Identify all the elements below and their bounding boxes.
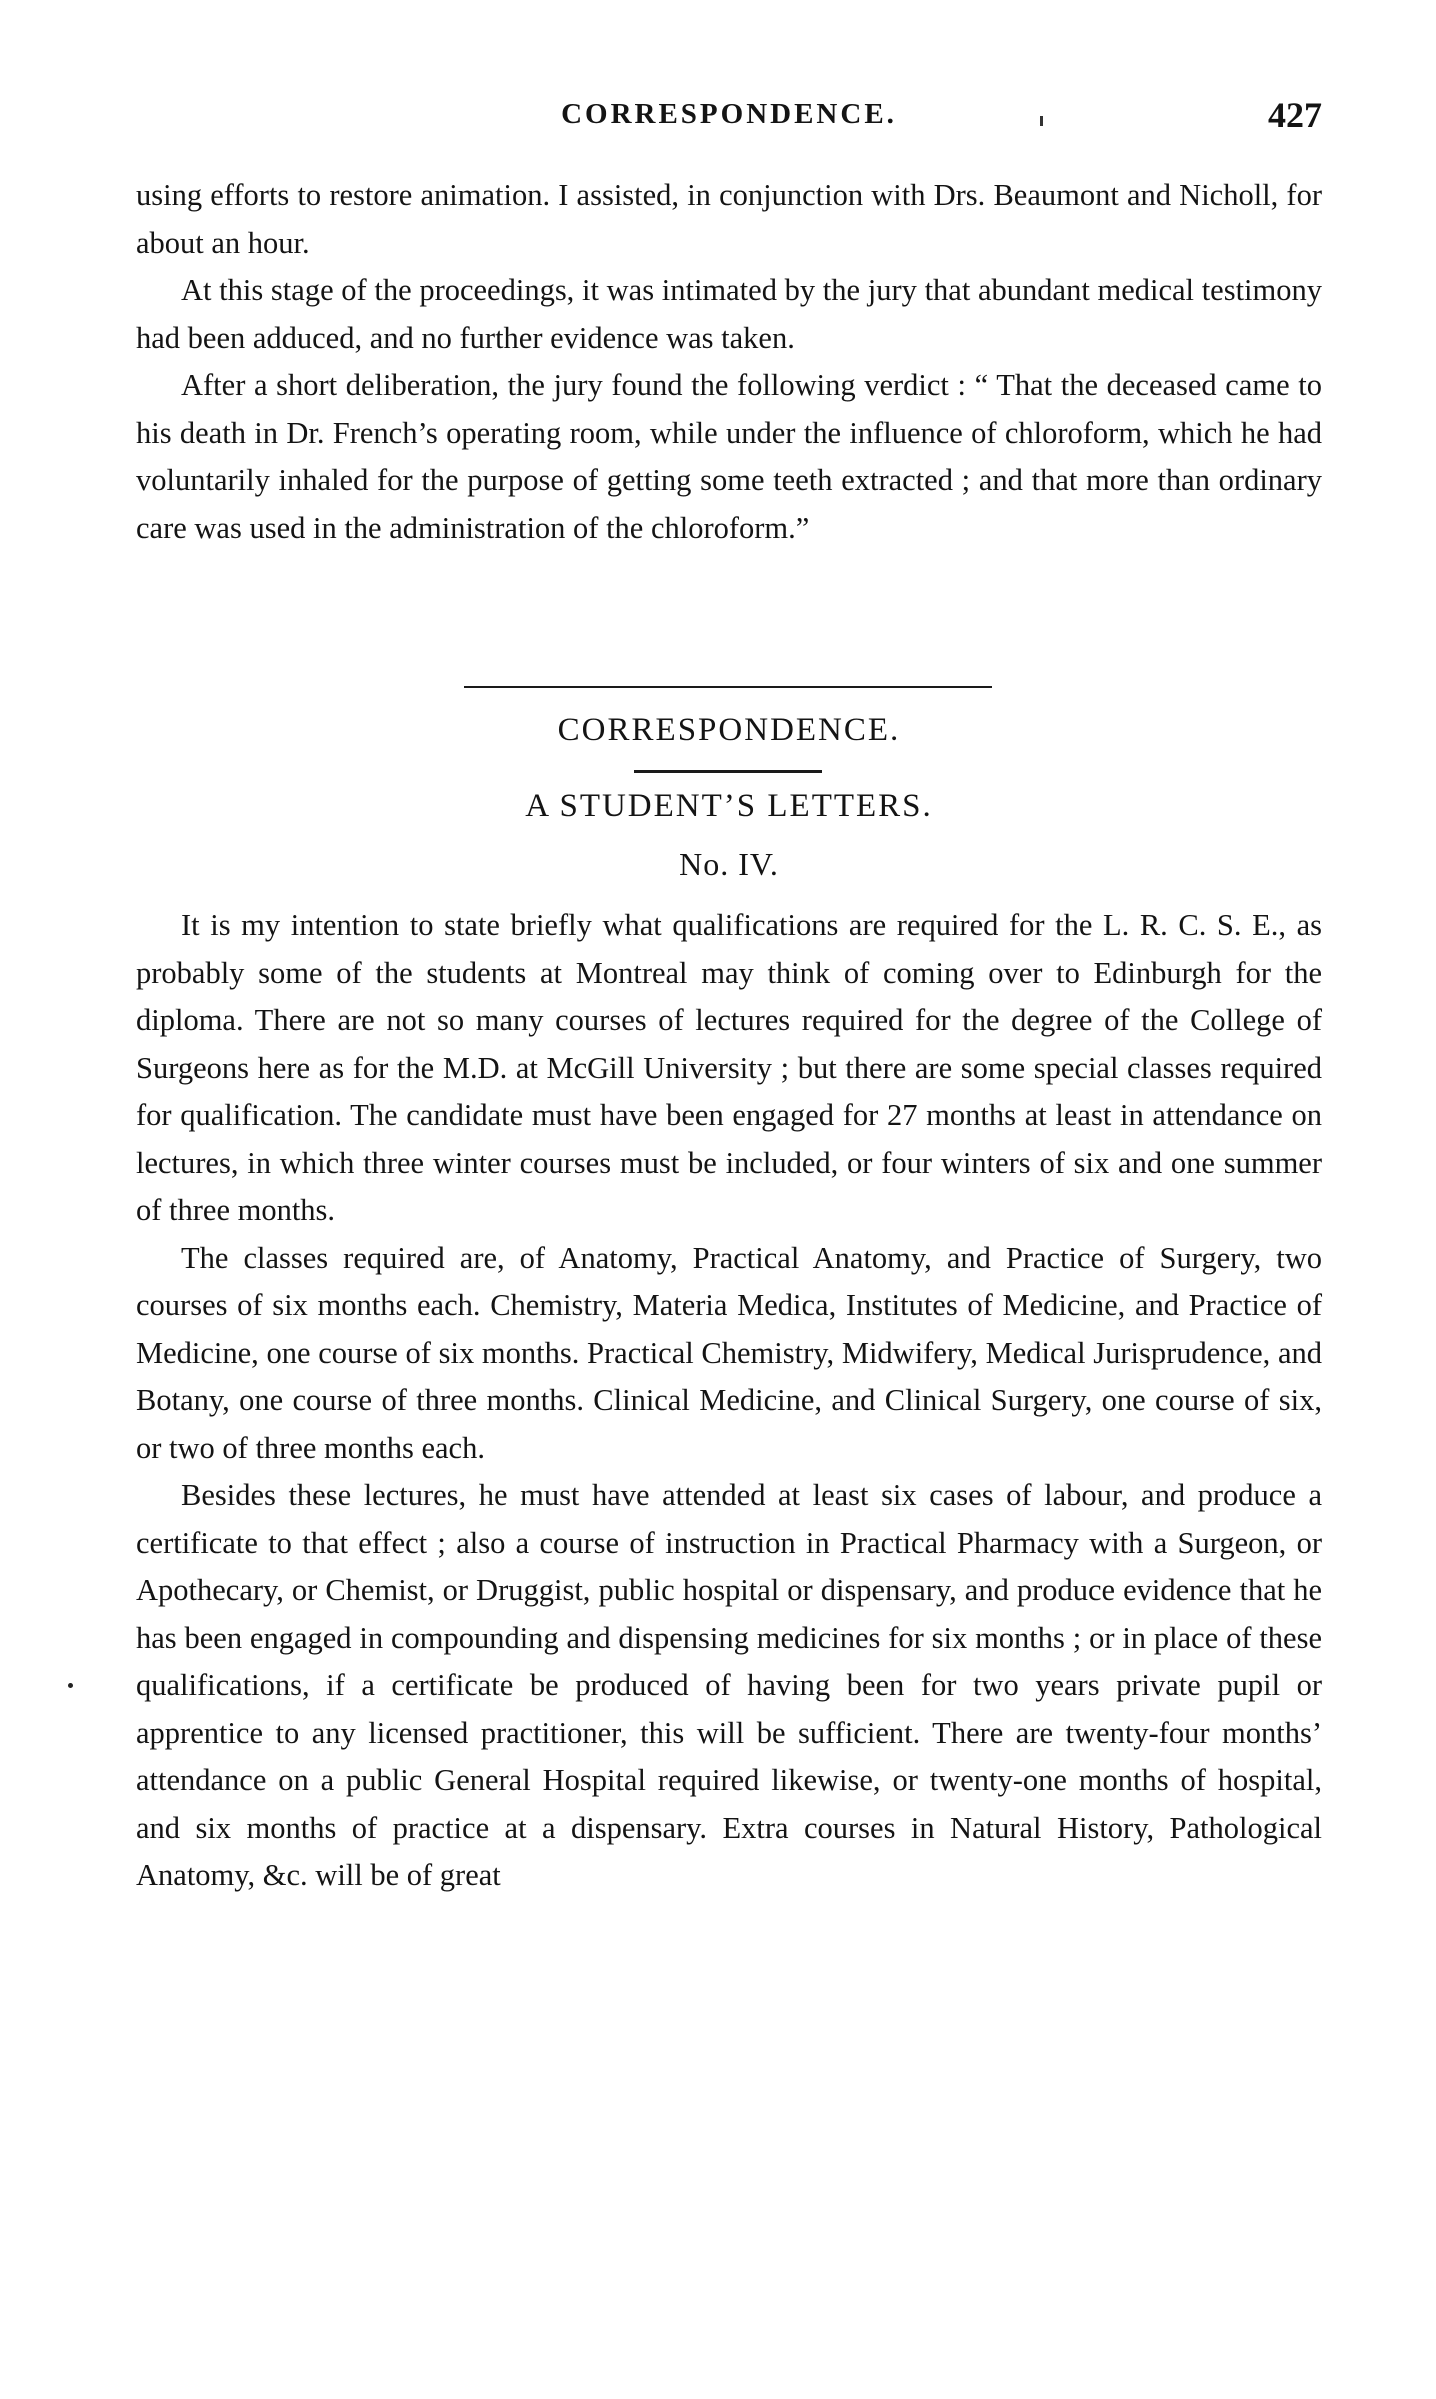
letter-body (136, 902, 1322, 1900)
section-divider-rule (464, 686, 992, 688)
heading-underline-rule (634, 770, 822, 773)
paragraph: It is my intention to state briefly what qualifications are required for the L. R. C. S. E., as probably some of the students at Montreal may think of coming over to Edinburgh for the diploma. There are not so many courses of lectures required for the degree of the College of Surgeons here as for the M.D. at McGill University ; but there are some special classes required for qualification. The candidate must have been engaged for 27 months at least in attendance on lectures, in which three winter courses must be included, or four winters of six and one summer of three months. (136, 908, 1322, 1227)
letter-number: No. IV. (679, 846, 779, 882)
section-subheading: A STUDENT’S LETTERS. (525, 788, 933, 824)
paragraph: At this stage of the proceedings, it was intimated by the jury that abundant medical testimony had been adduced, and no further evidence was taken. (136, 273, 1322, 355)
running-head (136, 95, 1322, 142)
article-end (136, 172, 1322, 552)
section-heading: CORRESPONDENCE. (557, 712, 901, 748)
paragraph: After a short deliberation, the jury found the following verdict : “ That the deceased came to his death in Dr. French’s operating room, while under the influence of chloroform, which he had voluntarily inhaled for the purpose of getting some teeth extracted ; and that more than ordinary care was used in the administration of the chloroform.” (136, 368, 1322, 545)
header-mark (1040, 116, 1043, 126)
paragraph: The classes required are, of Anatomy, Practical Anatomy, and Practice of Surgery, two courses of six months each. Chemistry, Materia Medica, Institutes of Medicine, and Practice of Medicine, one course of six months. Practical Chemistry, Midwifery, Medical Jurisprudence, and Botany, one course of three months. Clinical Medicine, and Clinical Surgery, one course of six, or two of three months each. (136, 1240, 1322, 1465)
margin-mark (68, 1683, 73, 1688)
paragraph: using efforts to restore animation. I assisted, in conjunction with Drs. Beaumont and Nicholl, for about an hour. (136, 178, 1322, 260)
paragraph: Besides these lectures, he must have attended at least six cases of labour, and produce a certificate to that effect ; also a course of instruction in Practical Pharmacy with a Surgeon, or Apothecary, or Chemist, or Druggist, public hospital or dispensary, and produce evidence that he has been engaged in compounding and dispensing medicines for six months ; or in place of these qualifications, if a certificate be produced of having been for two years private pupil or apprentice to any licensed practitioner, this will be sufficient. There are twenty-four months’ attendance on a public General Hospital required likewise, or twenty-one months of hospital, and six months of practice at a dispensary. Extra courses in Natural History, Pathological Anatomy, &c. will be of great (136, 1478, 1322, 1892)
running-title: CORRESPONDENCE. (561, 98, 897, 130)
page-number: 427 (1268, 95, 1322, 135)
